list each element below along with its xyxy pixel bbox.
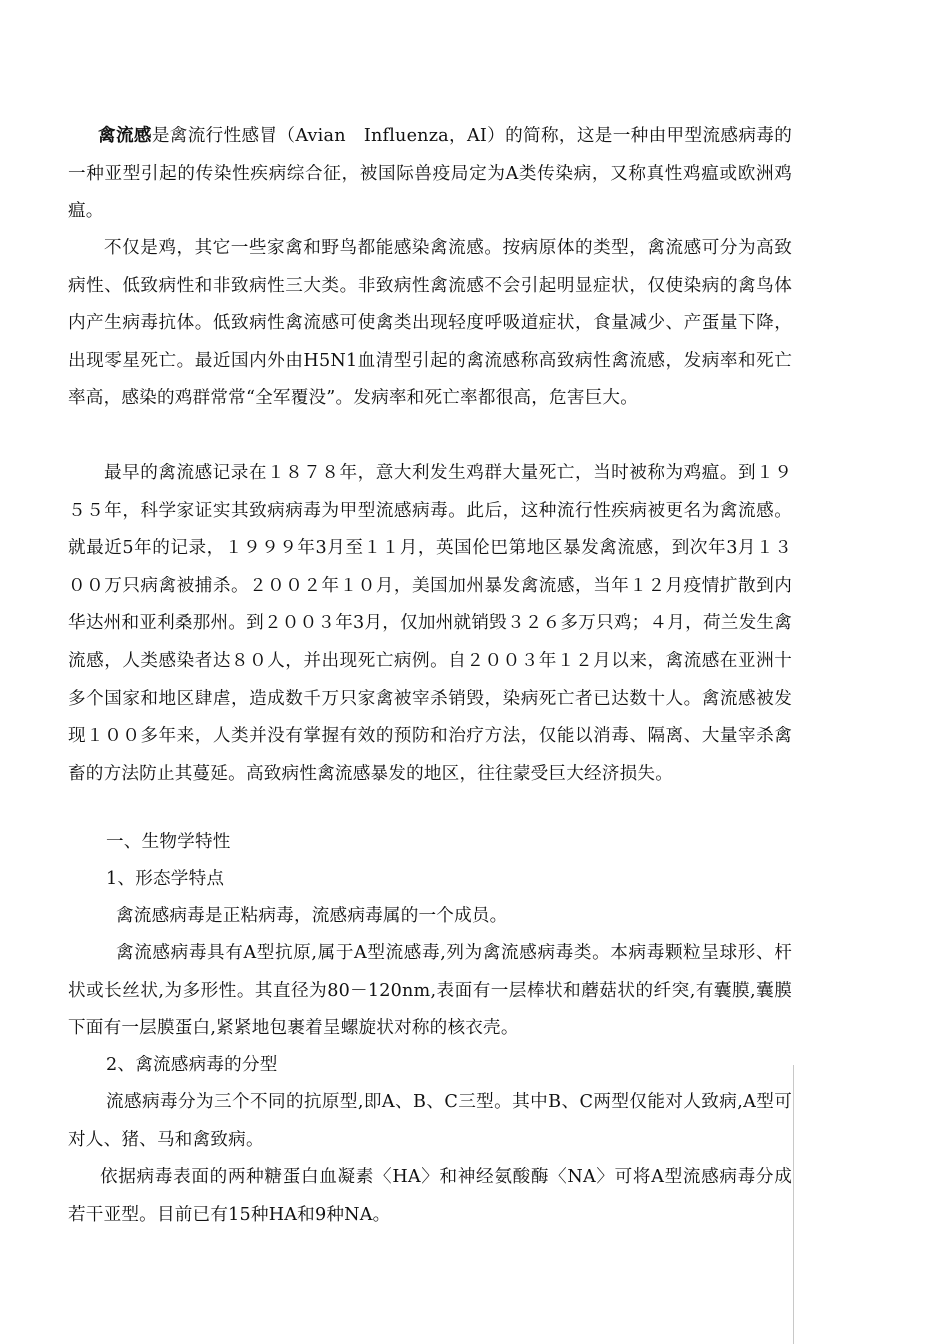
heading-morphology: 1、形态学特点 [106, 869, 225, 889]
paragraph-antigen-types: 流感病毒分为三个不同的抗原型,即A、B、C三型。其中B、C两型仅能对人致病,A型可对人、猪、马和禽致病。 [68, 1092, 792, 1150]
intro-text: 是禽流行性感冒（Avian Influenza，AI）的简称，这是一种由甲型流感病毒的一种亚型引起的传染性疾病综合征，被国际兽疫局定为A类传染病，又称真性鸡瘟或欧洲鸡瘟。 [68, 126, 792, 222]
heading-biological-characteristics: 一、生物学特性 [106, 832, 231, 852]
paragraph-subtypes: 依据病毒表面的两种糖蛋白血凝素〈HA〉和神经氨酸酶〈NA〉可将A型流感病毒分成若干亚型。目前已有15种HA和9种NA。 [68, 1167, 792, 1225]
paragraph-virus-structure: 禽流感病毒具有A型抗原,属于A型流感毒,列为禽流感病毒类。本病毒颗粒呈球形、杆状或长丝状,为多形性。其直径为80－120nm,表面有一层棒状和蘑菇状的纤突,有囊膜,囊膜下面有一层膜蛋白,紧紧地包裹着呈螺旋状对称的核衣壳。 [68, 943, 792, 1039]
paragraph-virus-family: 禽流感病毒是正粘病毒，流感病毒属的一个成员。 [116, 906, 508, 926]
paragraph-classification: 不仅是鸡，其它一些家禽和野鸟都能感染禽流感。按病原体的类型，禽流感可分为高致病性、低致病性和非致病性三大类。非致病性禽流感不会引起明显症状，仅使染病的禽鸟体内产生病毒抗体。低致病性禽流感可使禽类出现轻度呼吸道症状，食量减少、产蛋量下降，出现零星死亡。最近国内外由H5N1血清型引起的禽流感称高致病性禽流感，发病率和死亡率高，感染的鸡群常常“全军覆没”。发病率和死亡率都很高，危害巨大。 [68, 238, 792, 409]
paragraph-history: 最早的禽流感记录在１８７８年，意大利发生鸡群大量死亡，当时被称为鸡瘟。到１９５５年，科学家证实其致病病毒为甲型流感病毒。此后，这种流行性疾病被更名为禽流感。就最近5年的记录，１９９９年3月至１１月，英国伦巴第地区暴发禽流感，到次年3月１３００万只病禽被捕杀。２００２年１０月，美国加州暴发禽流感，当年１２月疫情扩散到内华达州和亚利桑那州。到２００３年3月，仅加州就销毁３２６多万只鸡；４月，荷兰发生禽流感，人类感染者达８０人，并出现死亡病例。自２００３年１２月以来，禽流感在亚洲十多个国家和地区肆虐，造成数千万只家禽被宰杀销毁，染病死亡者已达数十人。禽流感被发现１００多年来，人类并没有掌握有效的预防和治疗方法，仅能以消毒、隔离、大量宰杀禽畜的方法防止其蔓延。高致病性禽流感暴发的地区，往往蒙受巨大经济损失。 [68, 463, 792, 784]
heading-virus-typing: 2、禽流感病毒的分型 [106, 1055, 278, 1075]
paragraph-intro [68, 117, 792, 231]
margin-divider [793, 1065, 794, 1344]
term-bird-flu: 禽流感 [98, 125, 152, 146]
